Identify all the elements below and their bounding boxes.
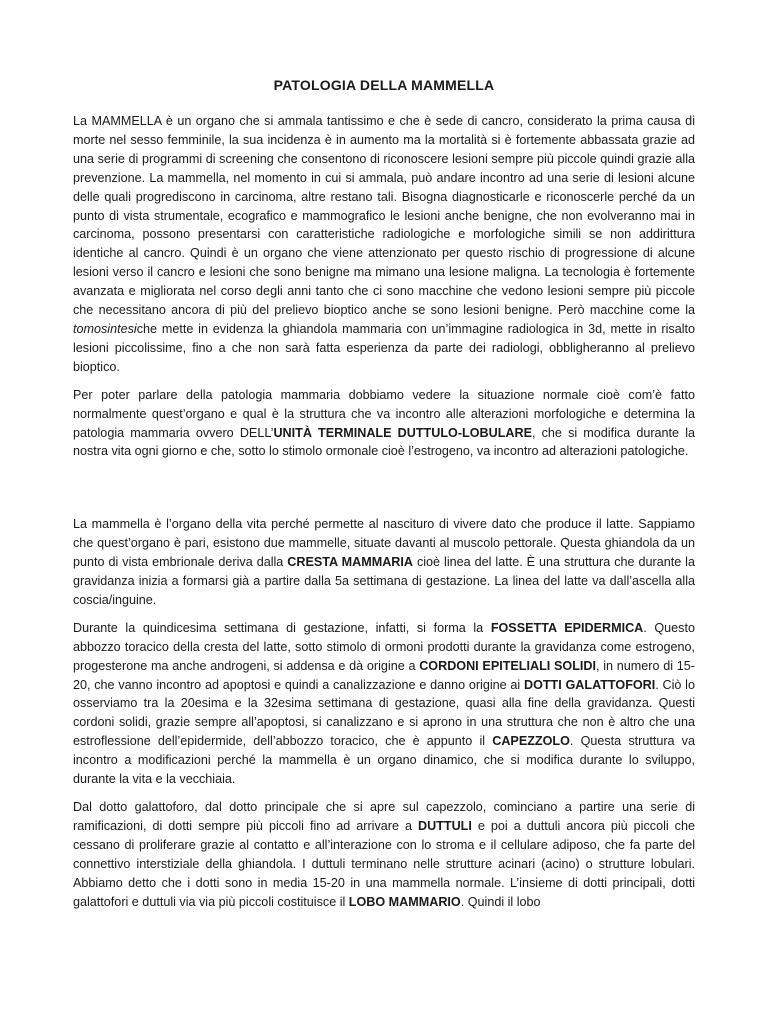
bold-term: DOTTI GALATTOFORI [523, 677, 656, 692]
paragraph-text: . Quindi il lobo [460, 894, 541, 909]
paragraph-text: La mammella è l’organo della vita perché permette al nascituro di vivere dato che produce il latte. Sappiamo che quest’organo è pari, esistono due mammelle, situate davanti al muscolo pettorale. Questa ghiandola da un punto di vista embrionale deriva dalla [73, 517, 695, 570]
paragraph-text: , che si modifica durante la nostra vita ogni giorno e che, sotto lo stimolo ormonale cioè l’estrogeno, va incontro ad alterazioni patologiche. [73, 425, 696, 459]
page-title: PATOLOGIA DELLA MAMMELLA [273, 77, 495, 93]
paragraph-text: . Ciò lo osserviamo tra la 20esima e la 32esima settimana di gestazione, quasi alla fine della gravidanza. Questi cordoni solidi, grazie sempre all’apoptosi, si canalizzano e si aprono in una struttura che non è altro che una estroflessione dell’epidermide, dell’abbozzo toracico, che è appunto il [73, 677, 695, 749]
paragraph-text: Per poter parlare della patologia mammaria dobbiamo vedere la situazione normale cioè com’è fatto normalmente quest’organo e qual è la struttura che va incontro alle alterazioni morfologiche e determina la patologia mammaria ovvero DELL’ [73, 387, 695, 440]
paragraph-embryology [73, 515, 695, 610]
paragraph-ducts [73, 798, 695, 911]
bold-term: CORDONI EPITELIALI SOLIDI [419, 658, 597, 673]
paragraph-text: che mette in evidenza la ghiandola mammaria con un’immagine radiologica in 3d, mette in risalto lesioni piccolissime, fino a che non sarà fatta esperienza da parte dei radiologi, obbligheranno al prelievo bioptico. [73, 321, 695, 374]
paragraph-text: e poi a duttuli ancora più piccoli che cessano di proliferare grazie al contatto e all’interazione con lo stroma e il cellulare adiposo, che fa parte del connettivo interstiziale della ghiandola. I duttuli terminano nelle strutture acinari (acino) o strutture lobulari. Abbiamo detto che i dotti sono in media 15-20 in una mammella normale. L’insieme di dotti principali, dotti galattofori e duttuli via via più piccoli costituisce il [73, 818, 695, 909]
paragraph-text: La MAMMELLA è un organo che si ammala tantissimo e che è sede di cancro, considerato la prima causa di morte nel sesso femminile, la sua incidenza è in aumento ma la mortalità si è fortemente abbassata grazie ad una serie di programmi di screening che consentono di riconoscere lesioni sempre più piccole quindi grazie alla prevenzione. La mammella, nel momento in cui si ammala, può andare incontro ad una serie di lesioni alcune delle quali progrediscono in carcinoma, altre restano tali. Bisogna diagnosticarle e riconoscerle perché da un punto di vista strumentale, ecografico e mammografico le lesioni anche benigne, che non evolveranno mai in carcinoma, possono presentarsi con caratteristiche radiologiche e morfologiche simili se non addirittura identiche al cancro. Quindi è un organo che viene attenzionato per questo rischio di progressione di alcune lesioni verso il cancro e lesioni che sono benigne ma mimano una lesione maligna. La tecnologia è fortemente avanzata e migliorata nel corso degli anni tanto che ci sono macchine che vedono lesioni sempre più piccole che necessitano ancora di più del prelievo bioptico anche se sono lesioni benigne. Però macchine come la [73, 114, 695, 318]
paragraph-text: cioè linea del latte. È una struttura che durante la gravidanza inizia a formarsi già a partire dalla 5a settimana di gestazione. La linea del latte va dall’ascella alla coscia/inguine. [73, 555, 695, 607]
paragraph-development [73, 619, 695, 789]
paragraph-text: Dal dotto galattoforo, dal dotto principale che si apre sul capezzolo, cominciano a partire una serie di ramificazioni, di dotti sempre più piccoli fino ad arrivare a [73, 800, 695, 833]
bold-term: UNITÀ TERMINALE DUTTULO-LOBULARE [273, 425, 532, 440]
paragraph-normal-structure [73, 386, 695, 462]
document-page [73, 76, 695, 920]
paragraph-text: . Questa struttura va incontro a modificazioni perché la mammella è un organo dinamico, che si modifica durante lo sviluppo, durante la vita e la vecchiaia. [73, 734, 695, 787]
bold-term: FOSSETTA EPIDERMICA [490, 620, 644, 635]
paragraph-intro [73, 112, 695, 377]
italic-term: tomosintesi [73, 321, 137, 336]
paragraph-text: . Questo abbozzo toracico della cresta del latte, sotto stimolo di ormoni prodotti durante la gravidanza come estrogeno, progesterone ma anche androgeni, si addensa e dà origine a [73, 620, 695, 673]
paragraph-text: Durante la quindicesima settimana di gestazione, infatti, si forma la [73, 620, 491, 635]
section-gap [73, 470, 695, 515]
bold-term: DUTTULI [418, 818, 472, 833]
paragraph-text: , in numero di 15-20, che vanno incontro ad apoptosi e quindi a canalizzazione e danno origine ai [73, 658, 695, 692]
bold-term: LOBO MAMMARIO [348, 894, 461, 909]
bold-term: CRESTA MAMMARIA [287, 555, 413, 570]
bold-term: CAPEZZOLO [492, 734, 570, 749]
